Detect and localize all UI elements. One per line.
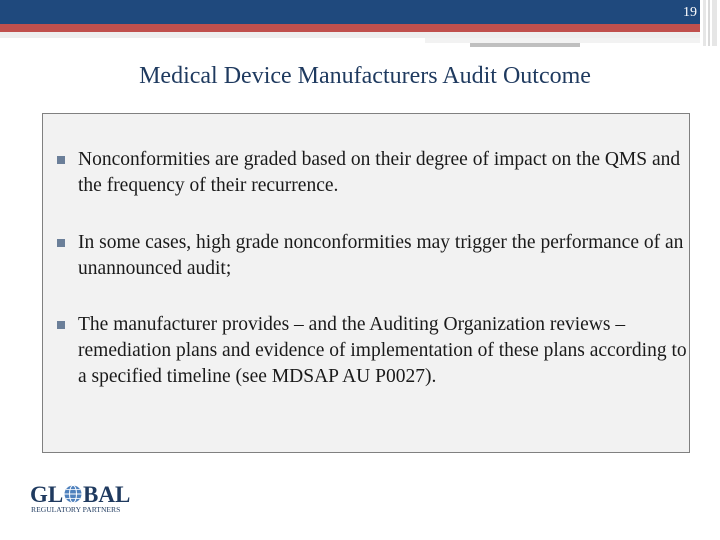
header-bar	[0, 0, 700, 24]
global-regulatory-partners-logo	[30, 480, 140, 516]
bullet-text: The manufacturer provides – and the Auditing Organization reviews – remediation plans and evidence of implementation of these plans according to a specified timeline (see MDSAP AU P0027).	[78, 314, 687, 387]
decorative-stripe	[712, 0, 717, 46]
decorative-stripe	[708, 0, 710, 46]
header-accent-bar	[0, 24, 700, 32]
page-number: 19	[683, 5, 697, 20]
decorative-stripe	[703, 0, 706, 46]
logo-text-left: GL	[30, 482, 64, 507]
square-bullet-icon	[57, 239, 65, 247]
bullet-text: Nonconformities are graded based on their degree of impact on the QMS and the frequency of their recurrence.	[78, 149, 681, 196]
square-bullet-icon	[57, 156, 65, 164]
bullet-item	[56, 147, 696, 199]
bullet-item	[56, 230, 696, 282]
logo-tagline: REGULATORY PARTNERS	[31, 505, 121, 514]
bullet-item	[56, 312, 696, 390]
bullet-list	[56, 147, 696, 390]
globe-icon	[65, 486, 82, 503]
header-underline	[470, 43, 580, 47]
bullet-text: In some cases, high grade nonconformities may trigger the performance of an unannounced audit;	[78, 232, 684, 279]
logo-text-right: BAL	[83, 482, 131, 507]
square-bullet-icon	[57, 321, 65, 329]
slide-title: Medical Device Manufacturers Audit Outcome	[139, 63, 591, 89]
